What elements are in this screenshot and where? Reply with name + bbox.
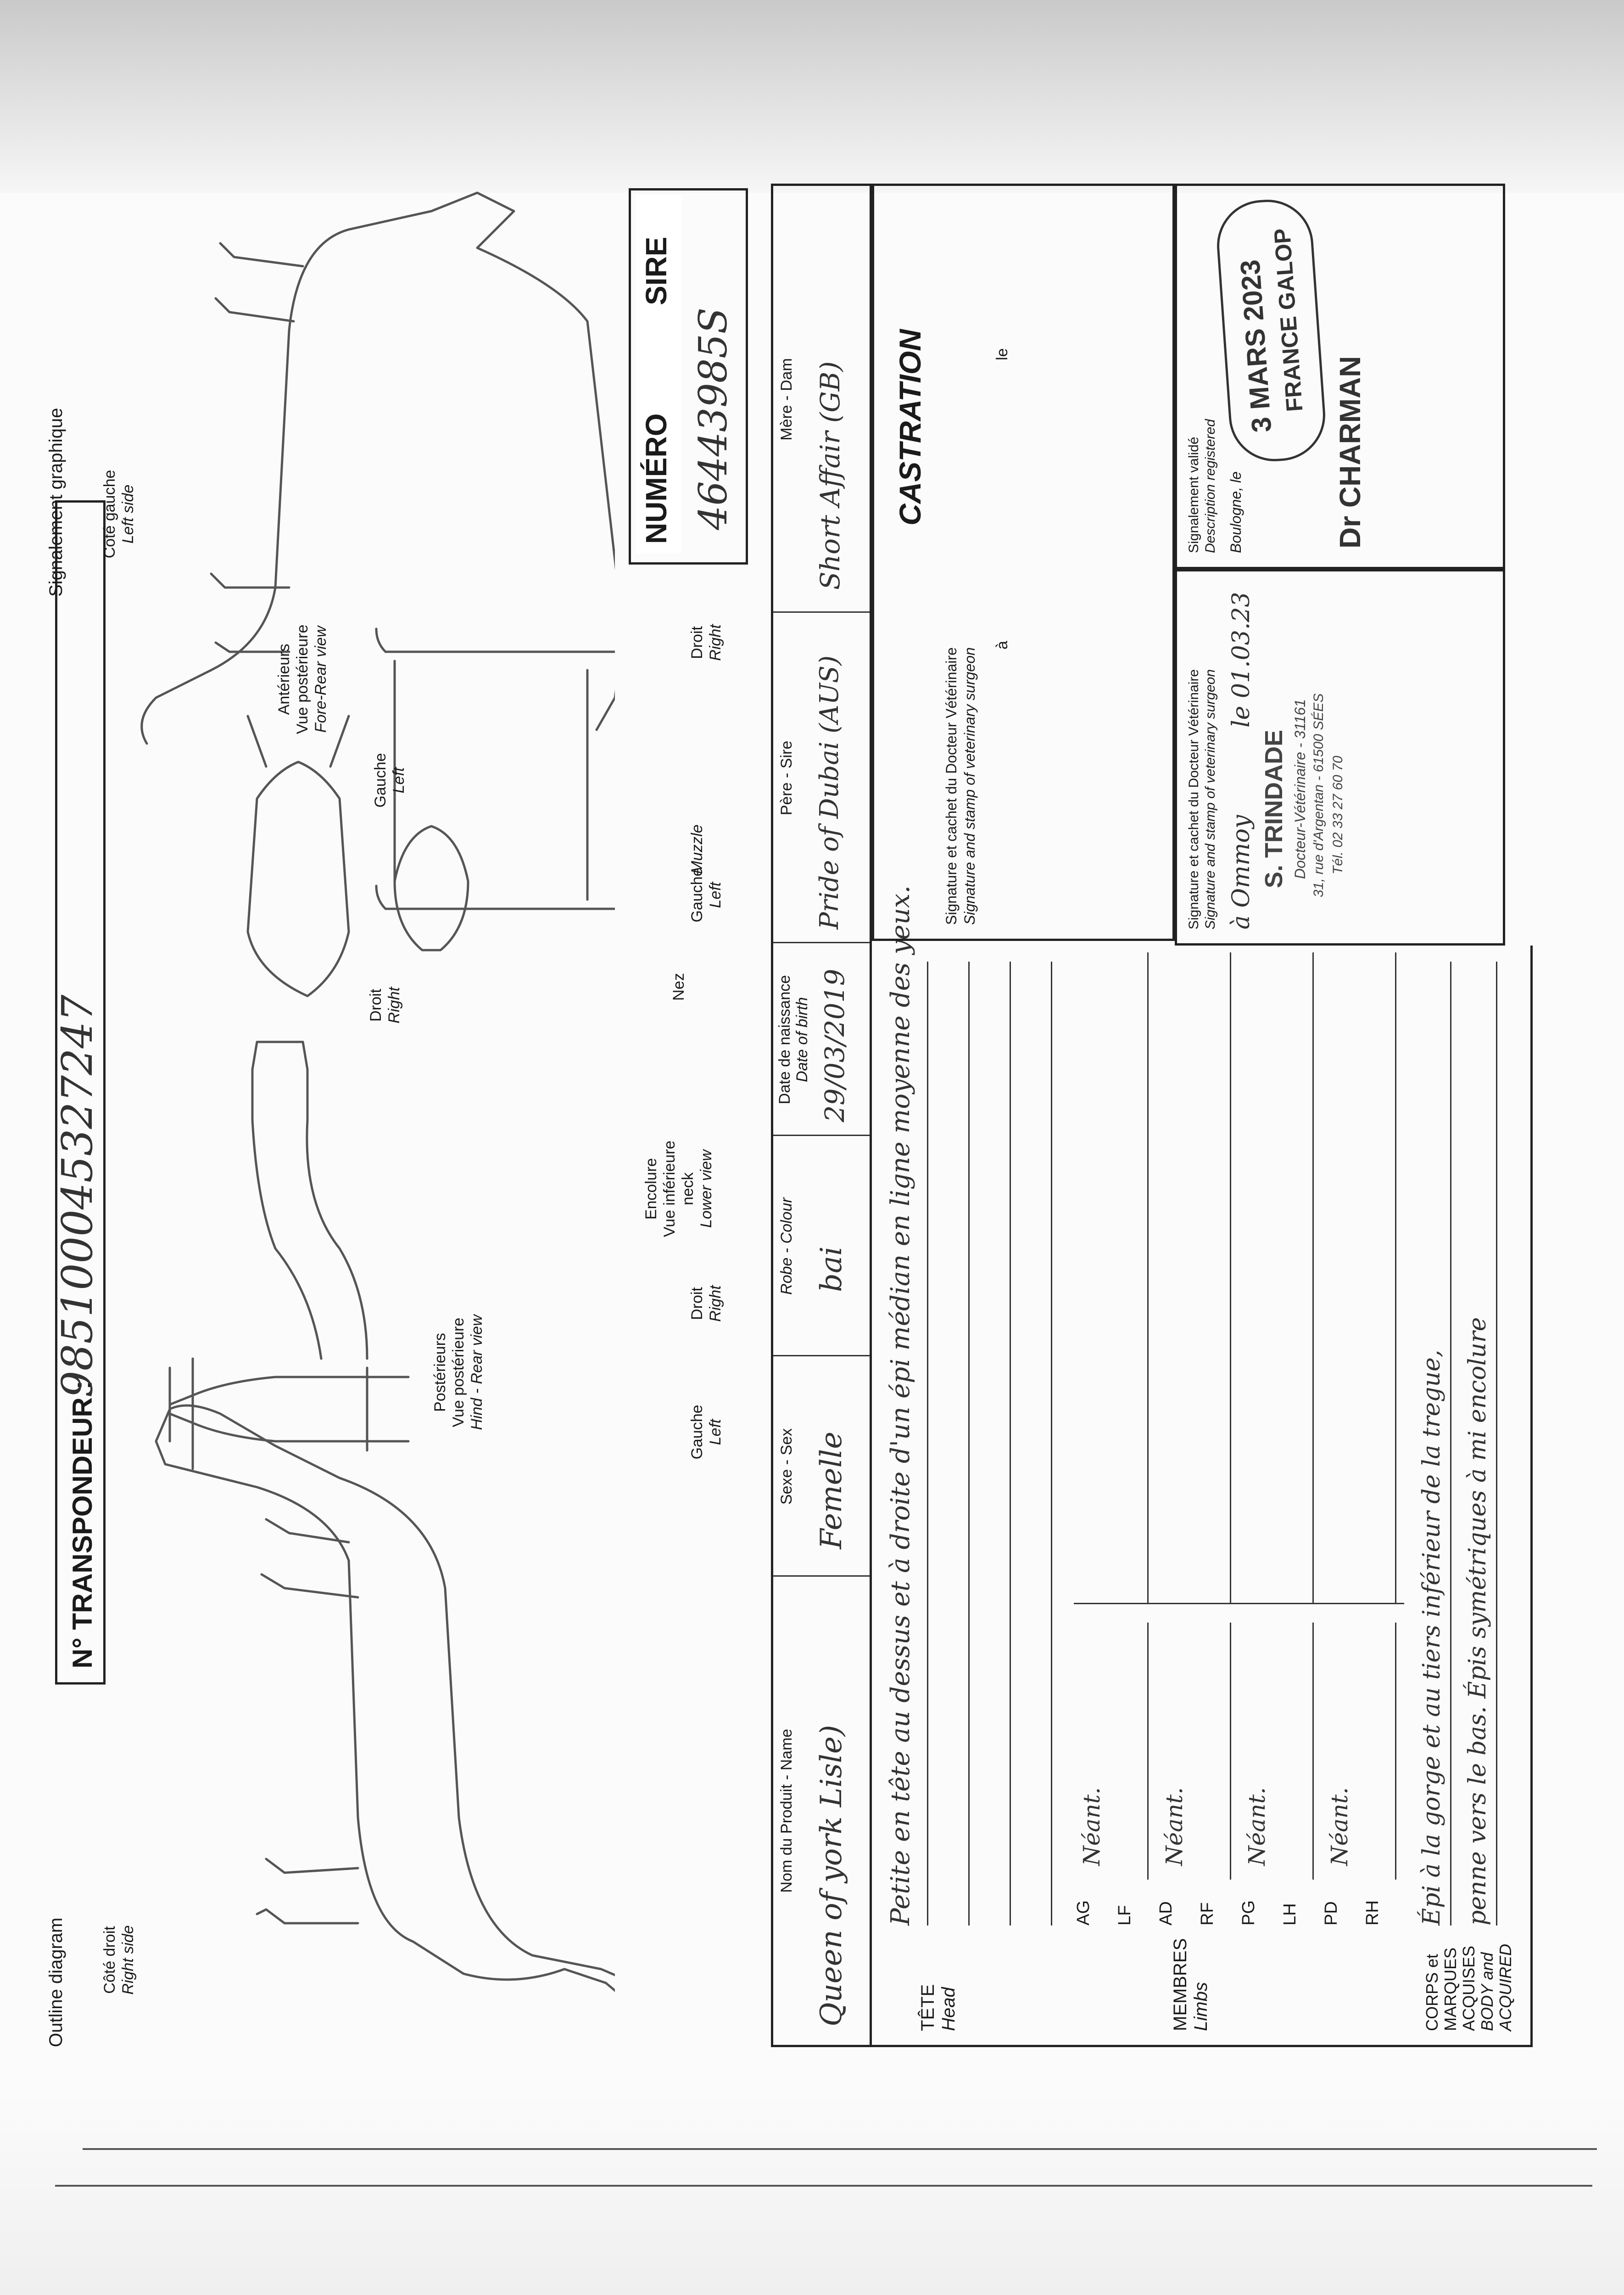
castration-at: à (993, 641, 1011, 649)
limb-value-hind-right: Néant. (1326, 1787, 1353, 1866)
dam-value: Short Affair (GB) (815, 361, 846, 590)
validation-signer: Dr CHARMAN (1334, 356, 1367, 549)
fore-title-1: Antérieurs (275, 644, 293, 715)
rear-left-en: Left (707, 1419, 724, 1445)
limb-code-lh: LH (1280, 1903, 1300, 1926)
scan-bottom-edge (0, 2093, 1624, 2295)
muzzle-view (395, 826, 468, 950)
validation-box (1175, 184, 1505, 569)
body-markings-line-1: Épi à la gorge et au tiers inférieur de la tregue, (1418, 1349, 1445, 1926)
sire-label: Père - Sire (778, 740, 795, 816)
outline-title: Outline diagram (46, 1917, 66, 2047)
castration-sig-fr: Signature et cachet du Docteur Vétérinaire (943, 647, 960, 925)
graphic-title: Signalement graphique (46, 408, 66, 597)
limb-code-lf: LF (1115, 1905, 1134, 1926)
limb-code-ag: AG (1074, 1900, 1093, 1926)
neck-label-3: neck (679, 1172, 697, 1205)
head-label-fr: TÊTE (918, 1984, 938, 2031)
head-left-en: Left (390, 767, 407, 794)
castration-box (872, 184, 1175, 941)
vet-stamp-name: S. TRINDADE (1260, 729, 1288, 888)
horse-diagrams (18, 165, 615, 2075)
left-side-horse-outline (142, 193, 615, 744)
validation-stamp-org: FRANCE GALOP (1269, 227, 1308, 413)
limb-code-pd: PD (1322, 1901, 1341, 1926)
vet-signature-box (1175, 569, 1505, 946)
name-value: Queen of york Lisle) (815, 1724, 848, 2026)
validation-label-1: Signalement validé (1186, 437, 1201, 553)
fore-left-en: Left (707, 882, 724, 908)
validation-stamp-date: 3 MARS 2023 (1234, 258, 1278, 434)
limbs-label-fr: MEMBRES (1170, 1938, 1190, 2031)
fore-left-fr: Gauche (688, 868, 706, 923)
rear-right-en: Right (707, 1285, 724, 1322)
scan-line (83, 2148, 1597, 2150)
head-front-view (248, 716, 349, 996)
dob-label-en: Date of birth (793, 997, 811, 1082)
sire-value: Pride of Dubai (AUS) (815, 655, 844, 929)
fore-right-fr: Droit (688, 626, 706, 659)
vet-sig-en: Signature and stamp of veterinary surgeon (1203, 669, 1218, 929)
dob-value: 29/03/2019 (819, 968, 850, 1122)
transponder-value: 985100045327247 (53, 995, 102, 1398)
limb-code-pg: PG (1239, 1900, 1258, 1926)
validation-place: Boulogne, le (1228, 471, 1244, 553)
body-markings-line-2: penne vers le bas. Épis symétriques à mi encolure (1464, 1317, 1491, 1926)
neck-label-1: Encolure (642, 1158, 660, 1220)
nose-label-fr: Nez (670, 973, 687, 1001)
vet-sig-fr: Signature et cachet du Docteur Vétérinaire (1186, 669, 1201, 929)
fore-view-legs (376, 629, 615, 909)
colour-label: Robe - Colour (778, 1198, 795, 1295)
identification-form (18, 165, 1533, 2075)
vet-stamp-phone: Tél. 02 33 27 60 70 (1330, 756, 1345, 874)
rear-left-fr: Gauche (688, 1405, 706, 1460)
right-side-label-en: Right side (119, 1925, 137, 1995)
nose-label-en: Muzzle (688, 824, 706, 874)
head-right-fr: Droit (367, 989, 385, 1022)
castration-sig-en: Signature and stamp of veterinary surgeon (961, 647, 978, 925)
name-label: Nom du Produit - Name (778, 1729, 795, 1893)
body-label-en-2: ACQUIRED (1496, 1943, 1515, 2031)
right-side-horse-outline (156, 1405, 615, 2006)
fore-title-3: Fore-Rear view (312, 626, 329, 733)
neck-lower-view (252, 1042, 367, 1359)
sex-value: Femelle (815, 1431, 848, 1549)
head-right-en: Right (385, 987, 403, 1024)
body-label-fr-3: ACQUISES (1459, 1945, 1478, 2031)
rear-right-fr: Droit (688, 1287, 706, 1320)
fore-right-en: Right (707, 624, 724, 661)
neck-label-4: Lower view (698, 1149, 715, 1228)
castration-on: le (993, 348, 1011, 360)
limb-value-front-right: Néant. (1161, 1787, 1188, 1866)
sire-title-numero: NUMÉRO (640, 413, 673, 544)
sire-number-box (629, 188, 748, 565)
head-label-en: Head (938, 1987, 959, 2031)
colour-value: bai (815, 1246, 848, 1292)
dob-label-fr: Date de naissance (776, 975, 793, 1104)
left-side-label-en: Left side (119, 484, 137, 544)
transponder-label: N° TRANSPONDEUR : (67, 1380, 98, 1668)
scan-line (55, 2185, 1592, 2187)
limbs-table (1074, 952, 1404, 1926)
left-side-label-fr: Côté gauche (101, 470, 118, 559)
sire-title-sire: SIRE (640, 236, 673, 305)
fore-title-2: Vue postérieure (294, 624, 311, 734)
rear-title-3: Hind - Rear view (468, 1315, 486, 1430)
rear-title-2: Vue postérieure (450, 1317, 467, 1427)
sex-label: Sexe - Sex (778, 1428, 795, 1505)
limb-code-rh: RH (1363, 1900, 1382, 1926)
limb-code-ad: AD (1156, 1901, 1176, 1926)
limb-code-rf: RF (1198, 1902, 1217, 1926)
head-left-fr: Gauche (372, 753, 389, 808)
limb-value-front-left: Néant. (1078, 1787, 1105, 1866)
limbs-label-en: Limbs (1191, 1982, 1211, 2031)
rear-title-1: Postérieurs (431, 1333, 449, 1412)
body-label-en-1: BODY and (1478, 1952, 1496, 2031)
head-markings-text: Petite en tête au dessus et à droite d'un épi médian en ligne moyenne des yeux. (886, 885, 915, 1926)
identity-table (771, 184, 872, 2047)
sire-number: 46443985S (691, 307, 736, 530)
scan-shadow (0, 0, 1624, 193)
vet-stamp-title: Docteur-Vétérinaire - 31161 (1292, 699, 1308, 879)
vet-date: le 01.03.23 (1228, 592, 1255, 728)
validation-stamp (1214, 196, 1328, 464)
vet-stamp-address: 31, rue d'Argentan - 61500 SÉES (1311, 693, 1326, 897)
dam-label: Mère - Dam (778, 358, 795, 441)
neck-label-2: Vue inférieure (661, 1140, 678, 1237)
limb-value-hind-left: Néant. (1244, 1787, 1270, 1866)
vet-place: à Ommoy (1228, 815, 1255, 929)
body-label-fr-2: MARQUES (1441, 1947, 1460, 2031)
markings-section (872, 885, 1533, 2047)
right-side-label-fr: Côté droit (101, 1926, 118, 1994)
body-label-fr-1: CORPS et (1423, 1954, 1441, 2031)
validation-label-2: Description registered (1203, 419, 1218, 553)
castration-title: CASTRATION (893, 329, 927, 526)
